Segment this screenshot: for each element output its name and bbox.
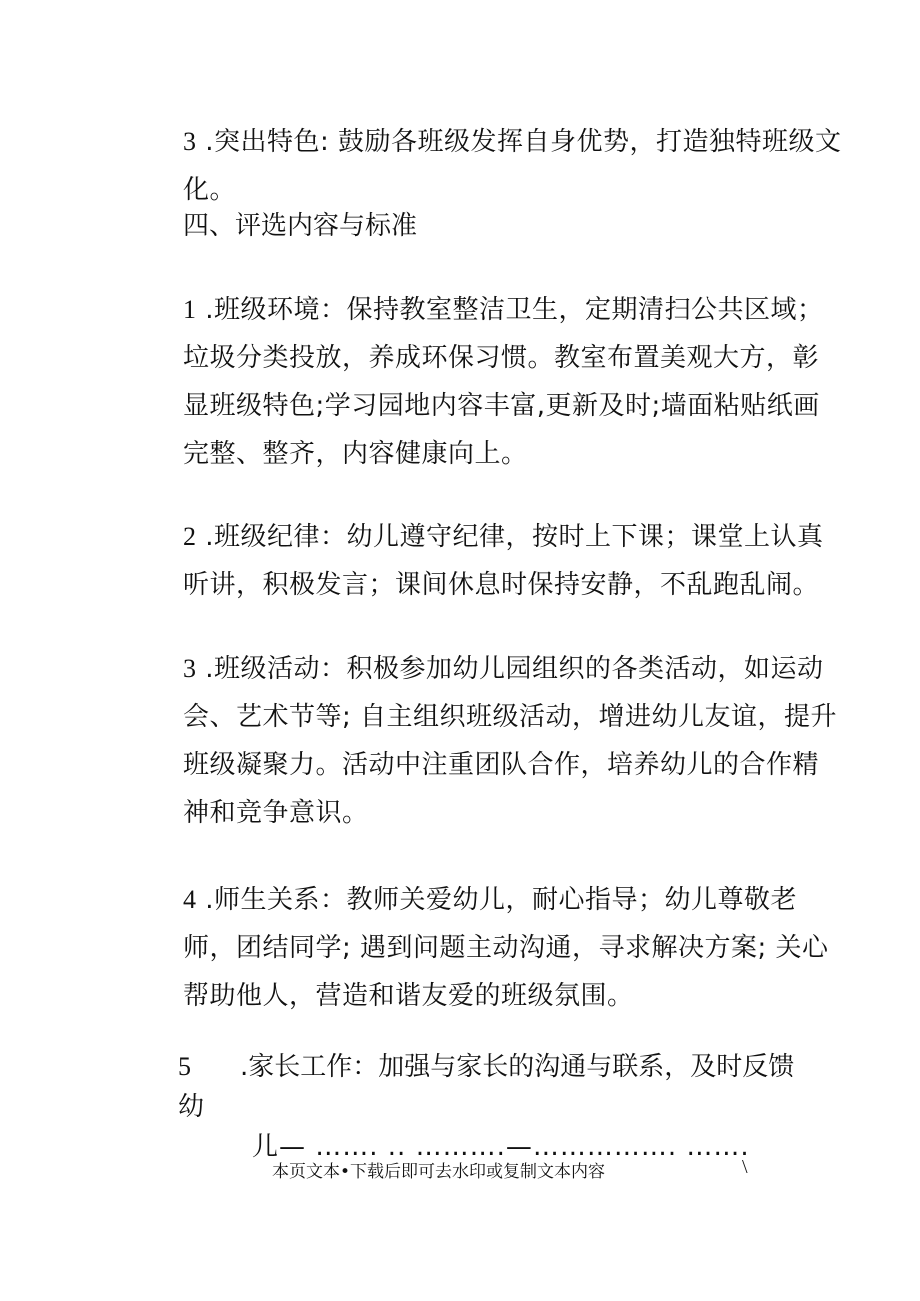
paragraph-activities (135, 645, 843, 837)
item-text: .班级纪律：幼儿遵守纪律，按时上下课；课堂上认真听讲，积极发言；课间休息时保持安静，不乱跑乱闹。 (183, 522, 824, 600)
paragraph-environment (135, 286, 843, 478)
paragraph-teacher-student (135, 876, 843, 1020)
watermark-footer: 本页文本•下载后即可去水印或复制文本内容 (272, 1162, 606, 1182)
item-text: .家长工作：加强与家长的沟通与联系，及时反馈幼 (178, 1052, 795, 1122)
item-continuation: 儿— ……. .. ……….—……………. ……. (252, 1132, 750, 1162)
item-number: 1 (183, 295, 197, 324)
paragraph-parents (178, 1047, 818, 1167)
item-text: .班级活动：积极参加幼儿园组织的各类活动，如运动会、艺术节等; 自主组织班级活动，增进幼儿友谊，提升班级凝聚力。活动中注重团队合作，培养幼儿的合作精神和竞争意识。 (183, 654, 838, 828)
item-number: 2 (183, 522, 197, 551)
item-number: 3 (183, 654, 197, 683)
paragraph-feature (135, 118, 843, 214)
item-text: .突出特色: 鼓励各班级发挥自身优势，打造独特班级文化。 (183, 127, 842, 205)
section-heading: 四、评选内容与标准 (183, 211, 418, 241)
item-text: .班级环境：保持教室整洁卫生，定期清扫公共区域；垃圾分类投放，养成环保习惯。教室布置美观大方，彰显班级特色;学习园地内容丰富,更新及时;墙面粘贴纸画完整、整齐，内容健康向上。 (183, 295, 824, 469)
item-number: 3 (183, 127, 197, 156)
item-number: 5 (178, 1052, 191, 1081)
item-number: 4 (183, 885, 197, 914)
item-text: .师生关系：教师关爱幼儿，耐心指导；幼儿尊敬老师，团结同学; 遇到问题主动沟通，寻求解决方案; 关心帮助他人，营造和谐友爱的班级氛围。 (183, 885, 829, 1011)
footer-mark: \ (742, 1156, 748, 1178)
paragraph-discipline (135, 513, 843, 609)
